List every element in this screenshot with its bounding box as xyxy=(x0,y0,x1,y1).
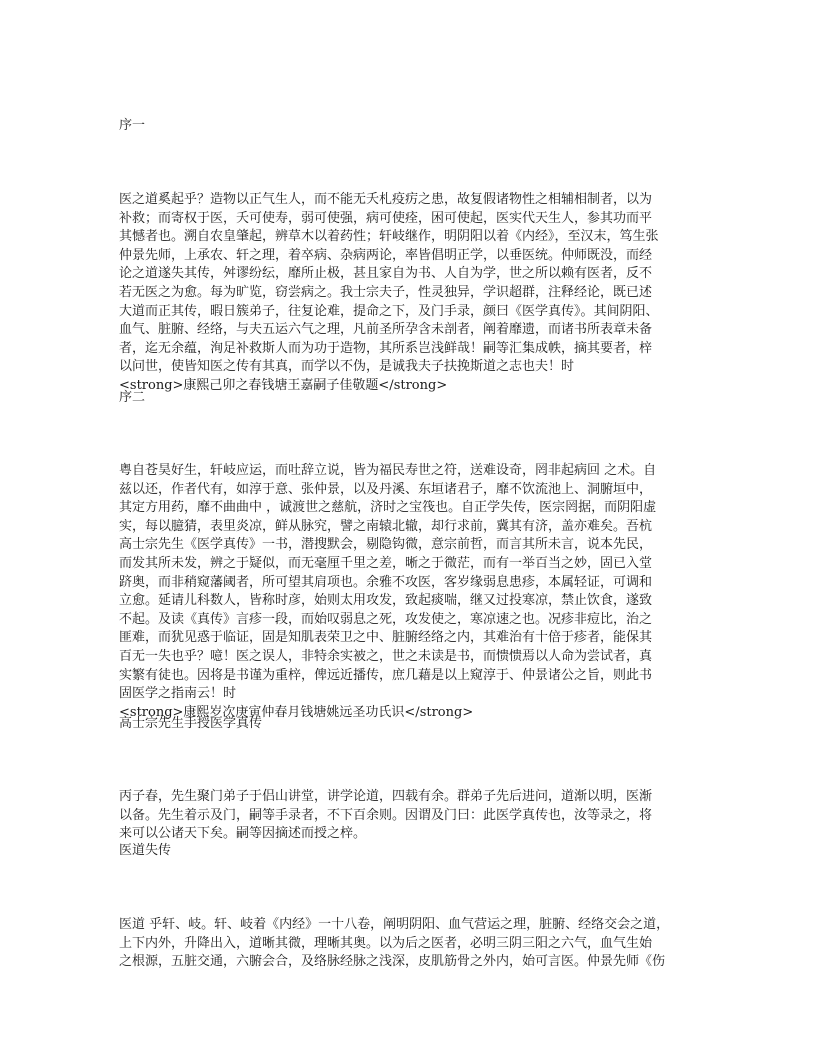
text-line: 来可以公诸天下矣。嗣等因摘述而授之梓。 xyxy=(119,826,367,842)
text-line: 以备。先生着示及门，嗣等手录者，不下百余则。因谓及门曰：此医学真传也，汝等录之，将 xyxy=(119,807,653,823)
text-line: 之根源，五脏交通，六腑会合，及络脉经脉之浅深，皮肌筋骨之外内，始可言医。仲景先师《伤 xyxy=(119,954,666,970)
text-line: 实繁有徒也。因将是书谨为重梓，俾远近播传，庶几藉是以上窥淳于、仲景诸公之旨，则此书 xyxy=(119,667,653,683)
text-line: 上下内外，升降出入，道晰其微，理晰其奥。以为后之医者，必明三阴三阳之六气，血气生始 xyxy=(119,935,653,951)
text-line: 匪难，而犹见惑于临证，固是知肌表荣卫之中、脏腑经络之内，其难治有十倍于疹者，能保其 xyxy=(119,630,653,646)
text-line: 兹以还，作者代有，如淳于意、张仲景，以及丹溪、东垣诸君子，靡不饮流池上、洞腑垣中， xyxy=(119,481,653,497)
section-body-preface-2 xyxy=(119,462,709,722)
text-line: 其定方用药，靡不曲曲中 ，诚渡世之慈航，济时之宝筏也。自正学失传，医宗罔据，而阴阳虚 xyxy=(119,500,657,516)
text-line: 跻奥，而非稍窥藩阈者，所可望其肩项也。余雅不攻医，客岁缘弱息患疹，本属轻证，可调和 xyxy=(119,574,653,590)
text-line: 而发其所未发，辨之于疑似，而无毫厘千里之差，晰之于微茫，而有一举百当之妙，固已入堂 xyxy=(119,555,653,571)
section-heading-master-teaching: 高士宗先生手授医学真传 xyxy=(119,716,263,731)
text-line: 高士宗先生《医学真传》一书，潜搜默会，剔隐钩微，意宗前哲，而言其所未言，说本先民， xyxy=(119,537,653,553)
section-body-preface-1 xyxy=(119,191,709,396)
text-line: 以问世，使皆知医之传有其真，而学以不伪，是诚我夫子扶挽斯道之志也夫！时 xyxy=(119,359,575,375)
text-line: 其憾者也。溯自农皇肇起，辨草木以着药性；轩岐继作，明阴阳以着《内经》，至汉末，笃生张 xyxy=(119,229,659,245)
section-body-master-teaching xyxy=(119,788,709,844)
text-line: 若无医之为愈。每为旷览，窃尝病之。我士宗夫子，性灵独异，学识超群，注释经论，既已述 xyxy=(119,284,653,300)
section-heading-preface-1: 序一 xyxy=(119,118,146,133)
text-line: 实，每以臆猜，表里炎凉，鲜从脉究，譬之南辕北辙，却行求前，冀其有济，盖亦难矣。吾杭 xyxy=(119,518,653,534)
section-body-lost-tradition xyxy=(119,916,709,972)
text-line: 百无一失也乎？噫！医之误人，非特余实被之，世之未读是书，而愦愦焉以人命为尝试者，真 xyxy=(119,648,653,664)
signature-line: <strong>康熙岁次庚寅仲春月钱塘姚远圣功氏识</strong> xyxy=(119,704,474,720)
text-line: 补救；而寄权于医，夭可使寿，弱可使强，病可使痊，困可使起，医实代天生人，参其功而平 xyxy=(119,210,653,226)
text-line: 医之道奚起乎？造物以正气生人，而不能无夭札疫疠之患，故复假诸物性之相辅相制者，以为 xyxy=(119,192,653,207)
text-line: 仲景先师，上承农、轩之理，着卒病、杂病两论，率皆倡明正学，以垂医统。仲师既没，而经 xyxy=(119,247,653,263)
section-heading-lost-tradition: 医道失传 xyxy=(119,843,172,858)
text-line: 立愈。延请儿科数人，皆称时彦，始则太用攻发，致起痰喘，继又过投寒凉，禁止饮食，遂致 xyxy=(119,593,653,609)
text-line: 固医学之指南云！时 xyxy=(119,686,237,702)
text-line: 血气、脏腑、经络，与夫五运六气之理，凡前圣所孕含未剖者，阐着靡遗，而诸书所表章未备 xyxy=(119,322,653,338)
signature-line: <strong>康熙己卯之春钱塘王嘉嗣子佳敬题</strong> xyxy=(119,377,448,393)
text-line: 丙子春，先生聚门弟子于侣山讲堂，讲学论道，四载有余。群弟子先后进问，道渐以明，医渐 xyxy=(119,789,653,804)
text-line: 大道而正其传，暇日簇弟子，往复论难，提命之下，及门手录，颜曰《医学真传》。其间阴阳、 xyxy=(119,303,659,319)
text-line: 粤自苍昊好生，轩岐应运，而吐辞立说，皆为福民寿世之符，送难设奇，罔非起病回 之术。自 xyxy=(119,463,657,478)
text-line: 论之道遂失其传，舛谬纷纭，靡所止极，甚且家自为书、人自为学，世之所以赖有医者，反不 xyxy=(119,266,653,282)
text-line: 医道 乎轩、岐。轩、岐着《内经》一十八卷，阐明阴阳、血气营运之理，脏腑、经络交会之道， xyxy=(119,917,670,932)
text-line: 不起。及读《真传》言疹一段，而始叹弱息之死，攻发使之，寒凉速之也。况疹非痘比，治之 xyxy=(119,611,653,627)
text-line: 者，迄无余蕴，洵足补救斯人而为功于造物，其所系岂浅鲜哉！嗣等汇集成帙，摘其要者，梓 xyxy=(119,340,653,356)
section-heading-preface-2: 序二 xyxy=(119,390,146,405)
